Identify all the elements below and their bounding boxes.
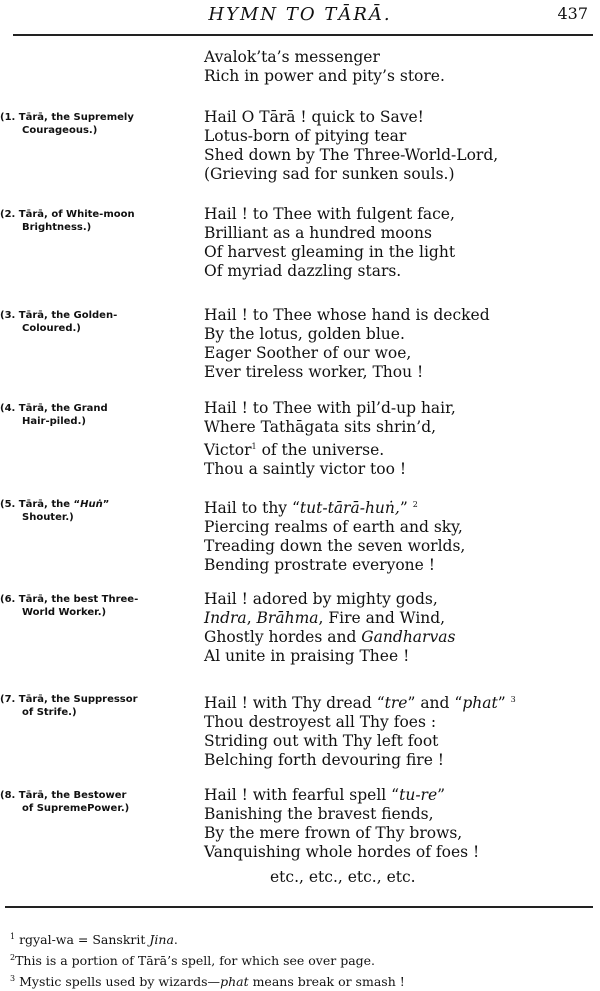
verse-lines [204, 399, 594, 479]
verse-line: Eager Soother of our woe, [204, 344, 412, 362]
note-line: Hair-piled.) [22, 416, 86, 427]
verse-line: Thou destroyest all Thy foes : [204, 713, 437, 732]
verse-fragment: phat [462, 694, 498, 713]
margin-note [0, 208, 152, 234]
verse-line: Where Tathāgata sits shrin’d, [204, 418, 437, 436]
margin-note [0, 111, 152, 137]
page-header [0, 2, 600, 26]
margin-note [0, 593, 152, 619]
verse-fragment: Indra [204, 609, 247, 627]
verse-fragment: Victor [204, 441, 252, 460]
verse-line: Vanquishing whole hordes of foes ! [204, 843, 480, 861]
note-line: (2. Tārā, of White-moon [0, 209, 135, 220]
margin-note [0, 402, 152, 428]
footnote-1 [10, 928, 595, 949]
verse-fragment: , Fire and Wind, [318, 609, 446, 627]
verse-fragment: tu-re [399, 786, 438, 804]
verse-line: Avalok’ta’s messenger [204, 48, 380, 66]
footnote-text: . [173, 932, 178, 948]
note-line: (8. Tārā, the Bestower [0, 790, 127, 801]
note-line: (1. Tārā, the Supremely [0, 112, 134, 123]
verse-fragment: ” [399, 499, 413, 518]
verse-line: Al unite in praising Thee ! [204, 647, 410, 665]
header-rule [13, 34, 593, 36]
note-line: World Worker.) [22, 607, 107, 618]
verse-line: Treading down the seven worlds, [204, 537, 466, 556]
footnote-2 [10, 949, 595, 970]
note-line: (3. Tārā, the Golden- [0, 310, 118, 321]
verse-line: Hail O Tārā ! quick to Save! [204, 108, 424, 126]
verse-line: Of harvest gleaming in the light [204, 243, 456, 261]
verse-line: Thou a saintly victor too ! [204, 460, 407, 479]
verse-line [204, 690, 594, 713]
footnote-rule [5, 906, 593, 908]
note-line [0, 498, 152, 511]
footnote-number: 2 [10, 953, 16, 963]
verse-lines [204, 590, 594, 666]
verse-lines [204, 690, 594, 770]
verse-fragment: Gandharvas [361, 628, 456, 646]
verse-line: By the mere frown of Thy brows, [204, 824, 463, 842]
margin-note [0, 498, 152, 524]
footnote-ref-1: 1 [251, 442, 257, 451]
verse-lines [204, 108, 594, 184]
verse-fragment: Ghostly hordes and [204, 628, 362, 646]
note-line: Brightness.) [22, 222, 92, 233]
verse-fragment: ” and “ [407, 694, 463, 713]
verse-fragment: Hail ! with fearful spell “ [204, 786, 400, 804]
note-line: of Strife.) [22, 707, 77, 718]
verse-line: Hail ! adored by mighty gods, [204, 590, 438, 608]
footnote-text: rgyal-wa = Sanskrit [19, 932, 150, 948]
footnote-text: means break or smash ! [248, 974, 405, 990]
verse-line: Brilliant as a hundred moons [204, 224, 432, 242]
verse-fragment: Hail to thy “ [204, 499, 300, 518]
verse-lines [204, 48, 594, 86]
note-fragment: Huṅ [80, 499, 103, 510]
note-fragment: ” [102, 499, 110, 510]
running-title: HYMN TO TĀRĀ. [208, 4, 392, 25]
verse-line: By the lotus, golden blue. [204, 325, 405, 343]
margin-note [0, 309, 152, 335]
verse-fragment: of the universe. [261, 441, 385, 460]
verse-line: (Grieving sad for sunken souls.) [204, 165, 455, 183]
verse-line: Striding out with Thy left foot [204, 732, 439, 751]
footnote-number: 3 [10, 974, 16, 984]
verse-lines [204, 495, 594, 575]
footnote-ref-3: 3 [510, 695, 516, 704]
verse-fragment: ” [437, 786, 446, 804]
footnotes [10, 928, 595, 991]
closing-etc: etc., etc., etc., etc. [270, 868, 416, 886]
note-line: Coloured.) [22, 323, 81, 334]
note-line: Courageous.) [22, 125, 98, 136]
verse-line [204, 495, 594, 518]
note-line: (7. Tārā, the Suppressor [0, 694, 138, 705]
verse-fragment: ” [497, 694, 511, 713]
verse-fragment: tre [384, 694, 408, 713]
verse-line: Bending prostrate everyone ! [204, 556, 435, 575]
footnote-ref-2: 2 [412, 500, 418, 509]
margin-note [0, 693, 152, 719]
verse-line: Ever tireless worker, Thou ! [204, 363, 424, 381]
footnote-text: phat [220, 974, 249, 990]
note-line: of SupremePower.) [22, 803, 130, 814]
note-line: (6. Tārā, the best Three- [0, 594, 139, 605]
verse-line [204, 786, 594, 805]
verse-fragment: tut-tārā-huṅ, [299, 499, 400, 518]
footnote-text: Mystic spells used by wizards— [19, 974, 221, 990]
footnote-text: This is a portion of Tārā’s spell, for which see over page. [15, 953, 376, 969]
verse-line [204, 609, 594, 628]
verse-lines [204, 786, 594, 862]
verse-line: Lotus-born of pitying tear [204, 127, 407, 145]
verse-line: Of myriad dazzling stars. [204, 262, 402, 280]
page-number: 437 [557, 4, 588, 23]
note-line: (4. Tārā, the Grand [0, 403, 108, 414]
verse-line: Shed down by The Three-World-Lord, [204, 146, 499, 164]
verse-line [204, 628, 594, 647]
footnote-number: 1 [10, 932, 16, 941]
verse-line: Hail ! to Thee with fulgent face, [204, 205, 455, 223]
verse-line: Hail ! to Thee whose hand is decked [204, 306, 490, 324]
note-line: Shouter.) [22, 512, 74, 523]
margin-note [0, 789, 152, 815]
verse-line: Belching forth devouring fire ! [204, 751, 445, 770]
verse-line: Piercing realms of earth and sky, [204, 518, 463, 537]
verse-fragment: Hail ! with Thy dread “ [204, 694, 385, 713]
footnote-text: Jina [149, 932, 174, 948]
verse-line: Rich in power and pity’s store. [204, 67, 445, 85]
verse-fragment: Brāhma [256, 609, 319, 627]
note-fragment: (5. Tārā, the “ [0, 499, 81, 510]
verse-line: Hail ! to Thee with pil’d-up hair, [204, 399, 456, 417]
verse-fragment: , [246, 609, 257, 627]
verse-line: Banishing the bravest fiends, [204, 805, 434, 823]
verse-lines [204, 205, 594, 281]
verse-lines [204, 306, 594, 382]
verse-line [204, 437, 594, 460]
